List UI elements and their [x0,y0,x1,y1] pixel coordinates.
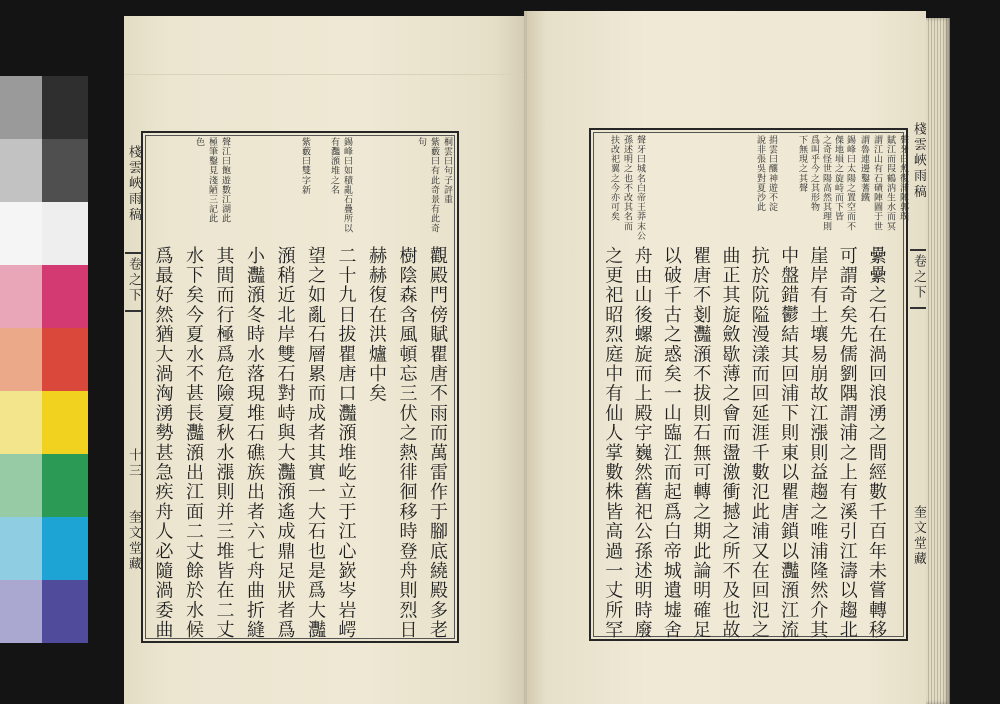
text-column: 二十九日拔瞿唐口灩澦堆屹立于江心嶔岑岩崿 [335,246,357,640]
banxin-publisher: 奎文堂藏 [911,505,926,568]
headnote: 說非張吳對夏沙此 [755,135,765,212]
text-column: 以破千古之惑矣一山臨江而起爲白帝城遺墟舍 [660,246,682,640]
headnote: 賦江而叚鶴汭生水而冥 [885,135,895,231]
headnote: 紫藪曰雙字新 [300,137,310,195]
headnote: 句 [416,137,426,147]
text-column: 可謂奇矣先儒劉隅謂浦之上有溪引江濤以趨北 [836,246,858,640]
headnote: 傑地塤之旋峙而下皆 [833,135,843,222]
headnote: 聲牙曰城名白帝王莽末公 [635,135,645,241]
banxin-title: 棧雲峽雨稿 [911,122,926,200]
headnote: 謂魯連邊鑿蓍鐵 [859,135,869,203]
text-column: 纍纍之石在渦回浪湧之間經數千百年未嘗轉移 [866,246,887,640]
calibration-strip [0,76,88,643]
text-column: 曲正其旋斂歇薄之會而盪激衝撼之所不及也故 [719,246,741,640]
headnote: 聲江曰飽遊數江湖此 [220,137,230,224]
text-column: 舟由山後螺旋而上殿宇巍然舊祀公孫述明時廢 [631,246,653,640]
text-column: 中盤錯鬱結其回浦下則東以瞿唐鎖以灩澦江流 [778,246,800,640]
text-column: 爲最好然猶大渦洶湧勢甚急疾舟人必隨渦委曲 [152,246,174,640]
headnote: 錫峰曰如積亂石疊所以 [342,137,352,233]
text-column: 赫赫復在洪爐中矣 [366,246,387,404]
headnote: 聲牙曰魚復浦陣郭璞 [898,135,908,222]
banxin-volume: 卷之下 [125,252,141,312]
color-patch [42,76,88,139]
color-patch [42,328,88,391]
color-patch [0,76,42,139]
headnote: 有灩澦堆之名 [329,137,339,195]
text-column: 水下矣今夏水不甚長灩澦出江面二丈餘於水候 [183,246,204,640]
headnote: 扶改祀翼之今亦可矣 [609,135,619,222]
book-spine-gutter [524,11,527,704]
text-column: 小灩澦冬時水落現堆石礁族出者六七舟曲折縫 [244,246,265,640]
headnote: 極筆鑿見淺陋三記此 [207,137,217,224]
text-column: 崖岸有土壤易崩故江漲則益趨之唯浦隆然介其 [807,246,829,640]
color-patch [42,202,88,265]
headnote: 之奇怪世陽高然其理則 [821,135,831,231]
banxin-folio: 十三 [126,448,141,480]
color-patch [42,139,88,202]
left-page [124,16,526,704]
page-fold-line [124,74,526,75]
color-patch [0,328,42,391]
color-patch [42,517,88,580]
color-patch [0,580,42,643]
right-page [526,11,926,704]
headnote: 色 [194,137,204,147]
banxin-publisher: 奎文堂藏 [126,510,141,573]
headnote: 謂江山有石磧陣圖于世 [872,135,882,231]
text-column: 抗於阬隘漫漾而回延涯千數氾此浦又在回氾之 [748,246,770,640]
headnote: 下無現之其聲 [797,135,807,193]
headnote: 捐雲曰釀神遊不淀 [767,135,777,212]
text-column: 樹陰森含風頓忘三伏之熱徘徊移時登舟則烈日 [396,246,418,640]
headnote: 孫述明之也不改其名而 [622,135,632,231]
color-patch [42,391,88,454]
headnote: 桐雲曰句子評重 [442,137,452,205]
color-patch [0,517,42,580]
text-column: 之更祀昭烈庭中有仙人掌數株皆高過一丈所罕 [602,246,624,640]
color-patch [42,265,88,328]
text-column: 其間而行極爲危險夏秋水漲則并三堆皆在二丈 [213,246,235,640]
color-patch [0,202,42,265]
headnote: 爲叫乎今之其形物 [809,135,819,212]
headnote: 紫藪曰有此奇景有此奇 [429,137,439,233]
text-column: 望之如亂石層累而成者其實一大石也是爲大灩 [305,246,326,640]
headnote: 錫峰曰太陽之置空而不 [845,135,855,231]
text-column: 瞿唐不剗灩澦不拔則石無可轉之期此論明確足 [690,246,712,640]
page-edges [926,18,950,704]
color-patch [0,139,42,202]
banxin-title: 棧雲峽雨稿 [126,145,141,223]
text-column: 觀殿門傍賦瞿唐不雨而萬雷作于腳底繞殿多老 [427,246,448,640]
text-column: 澦稍近北岸雙石對峙與大灩澦遙成鼎足狀者爲 [274,246,296,640]
banxin-volume: 卷之下 [910,249,926,309]
color-patch [0,391,42,454]
color-patch [42,580,88,643]
color-patch [0,265,42,328]
color-patch [0,454,42,517]
color-patch [42,454,88,517]
